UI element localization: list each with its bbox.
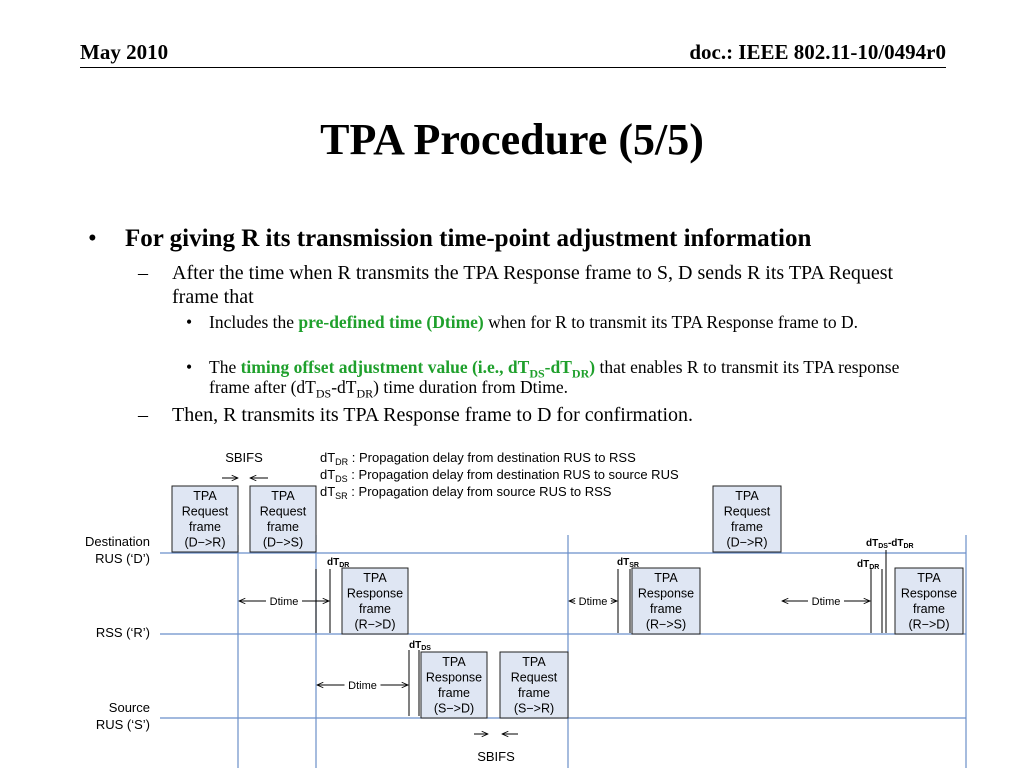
subscript: DR <box>356 386 374 401</box>
bullet-main-text: For giving R its transmission time-point adjustment information <box>125 225 812 252</box>
dtds-label: $dT_{DS}$ <box>409 640 431 652</box>
dtime-label: Dtime <box>811 596 841 608</box>
header-doc-id: doc.: IEEE 802.11-10/0494r0 <box>689 40 946 64</box>
dtdr-label: $dT_{DR}$ <box>327 557 350 569</box>
frame-text: TPA <box>917 571 941 585</box>
text-run: ) <box>589 357 596 377</box>
legend-item: $dT_{DS}$ : Propagation delay from destination RUS to source RUS <box>320 467 679 484</box>
frame-text: (S−>D) <box>433 701 475 716</box>
dtime-label: Dtime <box>269 596 299 608</box>
legend-item: $dT_{SR}$ : Propagation delay from source RUS to RSS <box>320 484 612 501</box>
frame-text: Response <box>346 586 404 601</box>
frame-text: Request <box>723 504 771 519</box>
dtds-dtdr-label: $dT_{DS}-dT_{DR}$ <box>866 538 914 550</box>
sub-bullet-2-text: Then, R transmits its TPA Response frame to D for confirmation. <box>172 404 694 426</box>
dtdr-label: $dT_{DR}$ <box>857 559 880 571</box>
highlight-dtime: pre-defined time (Dtime) <box>298 312 484 332</box>
frame-text: frame <box>518 686 550 700</box>
frame-req-sr <box>500 652 568 718</box>
bullet-glyph: • <box>186 357 193 377</box>
frame-req-dr2 <box>713 486 781 552</box>
frame-text: Request <box>181 504 229 519</box>
frame-text: TPA <box>363 571 387 585</box>
frame-text: Response <box>900 586 958 601</box>
frame-text: TPA <box>193 489 217 503</box>
row-label-destination: RUS (‘D’) <box>95 551 150 566</box>
frame-text: frame <box>359 602 391 616</box>
frame-text: frame <box>913 602 945 616</box>
frame-text: TPA <box>735 489 759 503</box>
frame-text: TPA <box>442 655 466 669</box>
frame-resp-rs <box>632 568 700 634</box>
sub-sub-bullet-1 <box>186 312 931 332</box>
dtsr-label: $dT_{SR}$ <box>617 557 639 569</box>
sbifs-label-top: SBIFS <box>225 450 263 465</box>
dtime-label: Dtime <box>348 680 377 692</box>
frame-text: TPA <box>522 655 546 669</box>
highlight-offset <box>240 357 596 381</box>
text-run: ) time duration from Dtime. <box>373 377 569 397</box>
row-label-rss: RSS (‘R’) <box>95 625 150 640</box>
dtime-arrow <box>782 596 870 608</box>
frame-text: Response <box>425 670 483 685</box>
frame-text: (D−>R) <box>726 535 768 550</box>
dtime-label: Dtime <box>578 596 608 608</box>
frame-text: (S−>R) <box>513 701 555 716</box>
frame-text: TPA <box>654 571 678 585</box>
sub-bullet-2 <box>138 403 928 427</box>
frame-text: (D−>S) <box>262 535 304 550</box>
sub-sub-bullet-2-text <box>209 357 931 401</box>
sub-bullet-1 <box>138 261 928 309</box>
legend <box>320 450 679 501</box>
frame-text: (D−>R) <box>184 535 226 550</box>
row-label-destination: Destination <box>84 534 150 549</box>
frame-text: frame <box>731 520 763 534</box>
dash-glyph: – <box>138 262 148 284</box>
frame-req-dr <box>172 486 238 552</box>
text-run: The <box>209 357 241 377</box>
text-run: when for R to transmit its TPA Response frame to D. <box>483 312 859 332</box>
legend-item: $dT_{DR}$ : Propagation delay from destination RUS to RSS <box>320 450 636 467</box>
frame-text: frame <box>438 686 470 700</box>
text-run: timing offset adjustment value (i.e., dT <box>240 357 530 377</box>
frame-text: frame <box>650 602 682 616</box>
tpa-timing-diagram <box>0 440 1024 768</box>
sub-bullet-1-text: After the time when R transmits the TPA Response frame to S, D sends R its TPA Request frame that <box>172 262 894 308</box>
delay-labels <box>327 535 914 652</box>
frame-text: frame <box>267 520 299 534</box>
subscript: DS <box>315 386 332 401</box>
frame-text: (R−>D) <box>908 617 950 632</box>
text-run: Includes the <box>209 312 299 332</box>
frame-text: (R−>S) <box>645 617 687 632</box>
frame-resp-rd <box>342 568 408 634</box>
frame-text: (R−>D) <box>354 617 396 632</box>
text-run: -dT <box>331 377 357 397</box>
bullet-glyph: • <box>186 312 193 332</box>
row-label-source: RUS (‘S’) <box>95 717 150 732</box>
dtime-arrow <box>569 596 617 608</box>
dash-glyph: – <box>138 404 148 426</box>
sbifs-label-bottom: SBIFS <box>477 749 515 764</box>
slide-title: TPA Procedure (5/5) <box>320 115 704 164</box>
sub-sub-bullet-1-text <box>209 312 931 332</box>
bullet-glyph: • <box>88 225 97 252</box>
sub-sub-bullet-2 <box>186 357 931 401</box>
frame-resp-sd <box>421 652 487 718</box>
header-date: May 2010 <box>80 40 169 64</box>
frame-text: TPA <box>271 489 295 503</box>
frame-text: Request <box>259 504 307 519</box>
frame-req-ds <box>250 486 316 552</box>
frame-text: frame <box>189 520 221 534</box>
subscript: DR <box>571 366 590 381</box>
text-run: -dT <box>544 357 572 377</box>
subscript: DS <box>529 366 545 381</box>
header-rule <box>80 67 946 68</box>
frame-resp-rd2 <box>895 568 963 634</box>
row-label-source: Source <box>108 700 150 715</box>
dtime-arrow <box>317 680 408 692</box>
text-run: that enables R to transmit its TPA response frame after (dT <box>209 357 900 397</box>
frame-text: Response <box>637 586 695 601</box>
frame-text: Request <box>510 670 558 685</box>
